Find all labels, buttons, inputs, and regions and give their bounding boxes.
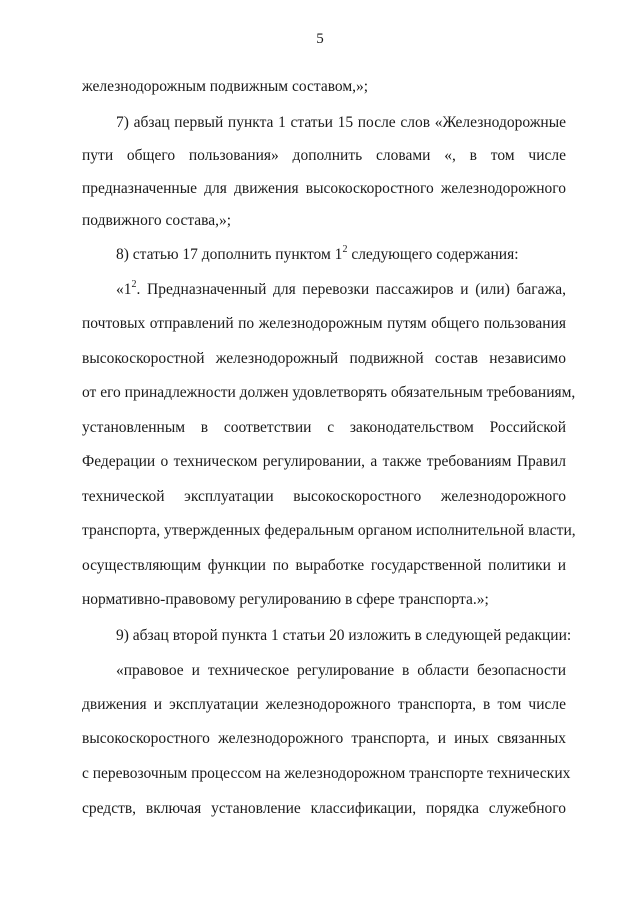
quote-text-before: «1 [116, 281, 132, 298]
text-line: «правовое и техническое регулирование в области безопасности [116, 662, 566, 679]
text-line: предназначенные для движения высокоскоростного железнодорожного [82, 180, 566, 197]
page-number: 5 [316, 31, 324, 47]
text-line: от его принадлежности должен удовлетворять обязательным требованиям, [82, 384, 576, 401]
item-8-text-before: 8) статью 17 дополнить пунктом 1 [116, 246, 343, 263]
quote-text-after: . Предназначенный для перевозки пассажиров и (или) багажа, [136, 281, 566, 298]
superscript: 2 [131, 278, 137, 290]
text-line: 9) абзац второй пункта 1 статьи 20 изложить в следующей редакции: [116, 627, 572, 644]
text-line: Федерации о техническом регулировании, а также требованиям Правил [82, 453, 566, 470]
text-line-quote-start [116, 280, 566, 300]
text-line: высокоскоростной железнодорожный подвижной состав независимо [82, 350, 566, 367]
text-line: движения и эксплуатации железнодорожного транспорта, в том числе [82, 696, 566, 713]
superscript: 2 [342, 243, 348, 255]
text-line: с перевозочным процессом на железнодорожном транспорте технических [82, 765, 571, 782]
text-line: подвижного состава,»; [82, 212, 232, 229]
text-line: установленным в соответствии с законодательством Российской [82, 419, 566, 436]
text-line: почтовых отправлений по железнодорожным путям общего пользования [82, 315, 566, 332]
text-line: осуществляющим функции по выработке государственной политики и [82, 557, 566, 574]
text-line: нормативно-правовому регулированию в сфере транспорта.»; [82, 591, 489, 608]
text-line: технической эксплуатации высокоскоростного железнодорожного [82, 488, 566, 505]
text-line-item-8 [116, 245, 566, 265]
text-line: средств, включая установление классификации, порядка служебного [82, 800, 566, 817]
text-line: железнодорожным подвижным составом,»; [82, 78, 369, 95]
item-8-text-after: следующего содержания: [347, 246, 519, 263]
text-line: пути общего пользования» дополнить словами «, в том числе [82, 147, 566, 164]
text-line: транспорта, утвержденных федеральным органом исполнительной власти, [82, 522, 576, 539]
text-line: 7) абзац первый пункта 1 статьи 15 после слов «Железнодорожные [116, 114, 566, 131]
text-line: высокоскоростного железнодорожного транспорта, и иных связанных [82, 730, 566, 747]
